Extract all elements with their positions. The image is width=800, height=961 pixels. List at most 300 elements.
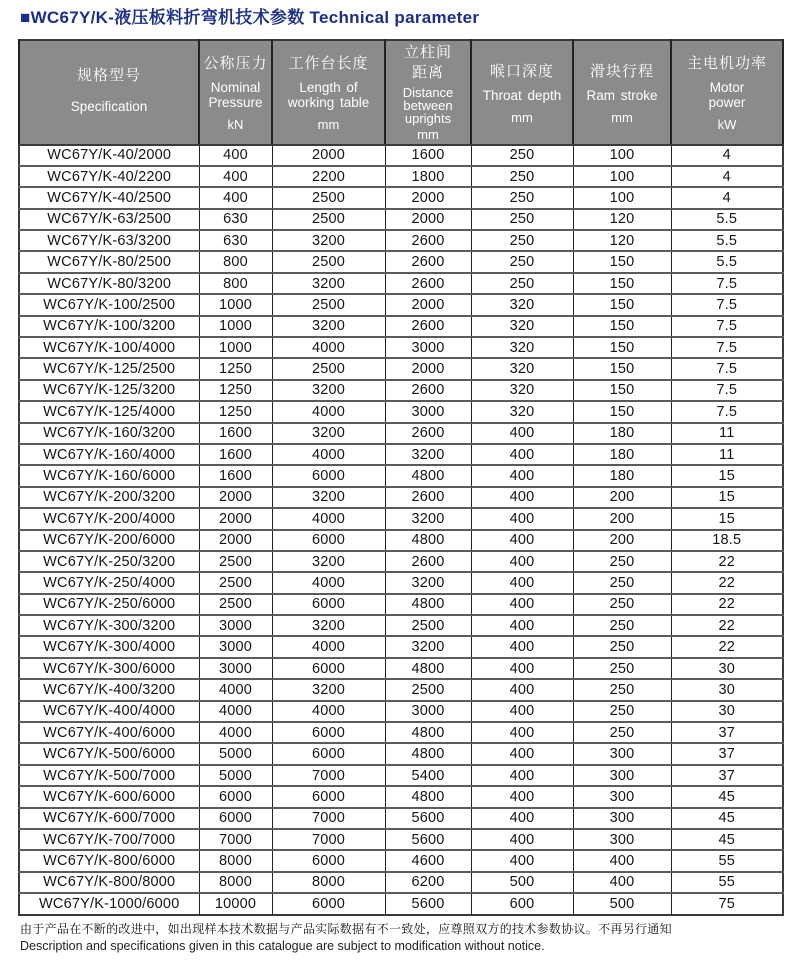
header-motor-power-unit: kW xyxy=(717,117,737,133)
value-cell: 7000 xyxy=(272,808,385,829)
value-cell: 150 xyxy=(573,337,671,358)
value-cell: 30 xyxy=(671,701,783,722)
value-cell: 4000 xyxy=(272,401,385,422)
value-cell: 6000 xyxy=(272,658,385,679)
value-cell: 500 xyxy=(471,872,573,893)
value-cell: 37 xyxy=(671,722,783,743)
value-cell: 2500 xyxy=(272,209,385,230)
value-cell: 7.5 xyxy=(671,380,783,401)
value-cell: 3200 xyxy=(272,230,385,251)
value-cell: 22 xyxy=(671,572,783,593)
value-cell: 7000 xyxy=(199,829,272,850)
value-cell: 400 xyxy=(471,487,573,508)
header-ram-stroke-unit: mm xyxy=(611,109,633,125)
value-cell: 150 xyxy=(573,251,671,272)
value-cell: 120 xyxy=(573,209,671,230)
value-cell: 400 xyxy=(471,465,573,486)
value-cell: 7.5 xyxy=(671,401,783,422)
value-cell: 250 xyxy=(471,209,573,230)
value-cell: 180 xyxy=(573,444,671,465)
header-distance-between-uprights-en: Distance between uprights xyxy=(402,84,454,126)
value-cell: 2600 xyxy=(385,273,471,294)
value-cell: 3200 xyxy=(385,636,471,657)
table-row xyxy=(19,679,783,700)
value-cell: 2600 xyxy=(385,551,471,572)
value-cell: 400 xyxy=(471,722,573,743)
value-cell: 150 xyxy=(573,380,671,401)
value-cell: 3200 xyxy=(272,551,385,572)
value-cell: 200 xyxy=(573,530,671,551)
value-cell: 3000 xyxy=(199,615,272,636)
table-row xyxy=(19,530,783,551)
value-cell: 400 xyxy=(573,872,671,893)
value-cell: 11 xyxy=(671,444,783,465)
value-cell: 150 xyxy=(573,401,671,422)
table-row xyxy=(19,423,783,444)
value-cell: 3000 xyxy=(385,701,471,722)
value-cell: 250 xyxy=(471,273,573,294)
value-cell: 400 xyxy=(471,594,573,615)
table-row xyxy=(19,872,783,893)
value-cell: 1000 xyxy=(199,337,272,358)
value-cell: 3000 xyxy=(385,401,471,422)
value-cell: 2600 xyxy=(385,423,471,444)
value-cell: 2600 xyxy=(385,230,471,251)
value-cell: 1600 xyxy=(199,423,272,444)
value-cell: 2500 xyxy=(385,679,471,700)
value-cell: 250 xyxy=(573,572,671,593)
value-cell: 4800 xyxy=(385,658,471,679)
value-cell: 4000 xyxy=(272,701,385,722)
value-cell: 250 xyxy=(573,658,671,679)
value-cell: 250 xyxy=(573,722,671,743)
header-throat-depth-unit: mm xyxy=(511,109,533,125)
spec-cell: WC67Y/K-500/6000 xyxy=(19,743,199,764)
value-cell: 6000 xyxy=(199,786,272,807)
spec-cell: WC67Y/K-600/7000 xyxy=(19,808,199,829)
table-row xyxy=(19,508,783,529)
value-cell: 400 xyxy=(471,444,573,465)
value-cell: 400 xyxy=(471,530,573,551)
value-cell: 5000 xyxy=(199,743,272,764)
value-cell: 250 xyxy=(573,615,671,636)
value-cell: 3200 xyxy=(272,615,385,636)
value-cell: 1600 xyxy=(385,145,471,166)
value-cell: 7.5 xyxy=(671,273,783,294)
value-cell: 2000 xyxy=(385,209,471,230)
value-cell: 3000 xyxy=(199,636,272,657)
value-cell: 2600 xyxy=(385,316,471,337)
table-row xyxy=(19,615,783,636)
table-row xyxy=(19,166,783,187)
value-cell: 75 xyxy=(671,893,783,914)
value-cell: 45 xyxy=(671,829,783,850)
value-cell: 4800 xyxy=(385,722,471,743)
value-cell: 6000 xyxy=(272,743,385,764)
value-cell: 4 xyxy=(671,187,783,208)
value-cell: 320 xyxy=(471,294,573,315)
spec-cell: WC67Y/K-125/2500 xyxy=(19,358,199,379)
table-row xyxy=(19,209,783,230)
value-cell: 1000 xyxy=(199,294,272,315)
value-cell: 6000 xyxy=(272,850,385,871)
value-cell: 200 xyxy=(573,487,671,508)
value-cell: 2600 xyxy=(385,251,471,272)
header-throat-depth xyxy=(471,40,573,145)
value-cell: 7000 xyxy=(272,765,385,786)
value-cell: 8000 xyxy=(199,872,272,893)
spec-cell: WC67Y/K-500/7000 xyxy=(19,765,199,786)
value-cell: 400 xyxy=(471,615,573,636)
value-cell: 300 xyxy=(573,743,671,764)
technical-parameter-table xyxy=(18,39,784,916)
value-cell: 100 xyxy=(573,166,671,187)
header-nominal-pressure-zh: 公称压力 xyxy=(203,55,268,73)
value-cell: 250 xyxy=(573,594,671,615)
value-cell: 250 xyxy=(471,251,573,272)
value-cell: 8000 xyxy=(199,850,272,871)
spec-cell: WC67Y/K-400/6000 xyxy=(19,722,199,743)
table-row xyxy=(19,401,783,422)
value-cell: 2000 xyxy=(199,508,272,529)
value-cell: 400 xyxy=(471,658,573,679)
value-cell: 400 xyxy=(199,145,272,166)
value-cell: 400 xyxy=(471,765,573,786)
value-cell: 400 xyxy=(471,572,573,593)
table-row xyxy=(19,786,783,807)
spec-cell: WC67Y/K-125/3200 xyxy=(19,380,199,401)
value-cell: 400 xyxy=(199,166,272,187)
value-cell: 4000 xyxy=(199,701,272,722)
value-cell: 630 xyxy=(199,209,272,230)
value-cell: 250 xyxy=(471,166,573,187)
header-throat-depth-zh: 喉口深度 xyxy=(489,62,554,80)
value-cell: 150 xyxy=(573,294,671,315)
value-cell: 4000 xyxy=(272,572,385,593)
value-cell: 250 xyxy=(471,230,573,251)
value-cell: 320 xyxy=(471,316,573,337)
value-cell: 2000 xyxy=(199,530,272,551)
value-cell: 400 xyxy=(573,850,671,871)
header-working-table-length xyxy=(272,40,385,145)
value-cell: 2000 xyxy=(385,358,471,379)
value-cell: 3200 xyxy=(385,508,471,529)
value-cell: 2500 xyxy=(272,251,385,272)
table-row xyxy=(19,273,783,294)
value-cell: 11 xyxy=(671,423,783,444)
header-row xyxy=(19,40,783,145)
value-cell: 150 xyxy=(573,273,671,294)
spec-cell: WC67Y/K-40/2500 xyxy=(19,187,199,208)
value-cell: 3000 xyxy=(199,658,272,679)
value-cell: 3200 xyxy=(385,572,471,593)
value-cell: 3200 xyxy=(272,423,385,444)
spec-cell: WC67Y/K-63/3200 xyxy=(19,230,199,251)
spec-cell: WC67Y/K-40/2000 xyxy=(19,145,199,166)
header-nominal-pressure xyxy=(199,40,272,145)
value-cell: 2200 xyxy=(272,166,385,187)
value-cell: 55 xyxy=(671,850,783,871)
value-cell: 5400 xyxy=(385,765,471,786)
value-cell: 250 xyxy=(573,701,671,722)
spec-cell: WC67Y/K-100/4000 xyxy=(19,337,199,358)
value-cell: 800 xyxy=(199,273,272,294)
spec-cell: WC67Y/K-100/3200 xyxy=(19,316,199,337)
value-cell: 1000 xyxy=(199,316,272,337)
footer-note xyxy=(20,921,782,955)
value-cell: 400 xyxy=(471,743,573,764)
value-cell: 400 xyxy=(199,187,272,208)
table-row xyxy=(19,722,783,743)
spec-cell: WC67Y/K-1000/6000 xyxy=(19,893,199,914)
value-cell: 2500 xyxy=(199,594,272,615)
table-body xyxy=(19,145,783,915)
value-cell: 4000 xyxy=(272,337,385,358)
value-cell: 15 xyxy=(671,508,783,529)
value-cell: 3000 xyxy=(385,337,471,358)
value-cell: 6000 xyxy=(272,530,385,551)
value-cell: 200 xyxy=(573,508,671,529)
value-cell: 1250 xyxy=(199,380,272,401)
table-row xyxy=(19,765,783,786)
value-cell: 250 xyxy=(573,551,671,572)
spec-cell: WC67Y/K-80/3200 xyxy=(19,273,199,294)
value-cell: 45 xyxy=(671,786,783,807)
header-nominal-pressure-en: Nominal Pressure xyxy=(208,80,263,111)
value-cell: 4800 xyxy=(385,465,471,486)
value-cell: 15 xyxy=(671,487,783,508)
value-cell: 22 xyxy=(671,551,783,572)
value-cell: 100 xyxy=(573,187,671,208)
value-cell: 4800 xyxy=(385,786,471,807)
header-nominal-pressure-unit: kN xyxy=(227,117,244,133)
value-cell: 120 xyxy=(573,230,671,251)
spec-cell: WC67Y/K-700/7000 xyxy=(19,829,199,850)
value-cell: 400 xyxy=(471,423,573,444)
header-working-table-length-en: Length of working table xyxy=(287,80,370,111)
value-cell: 400 xyxy=(471,508,573,529)
value-cell: 3200 xyxy=(385,444,471,465)
value-cell: 2000 xyxy=(272,145,385,166)
value-cell: 320 xyxy=(471,358,573,379)
page-title: ■WC67Y/K-液压板料折弯机技术参数 Technical parameter xyxy=(20,8,480,27)
footer-note-zh: 由于产品在不断的改进中，如出现样本技术数据与产品实际数据有不一致处，应尊照双方的技术参数协议。不再另行通知 xyxy=(20,921,672,936)
header-motor-power xyxy=(671,40,783,145)
table-row xyxy=(19,487,783,508)
table-row xyxy=(19,294,783,315)
value-cell: 2500 xyxy=(272,294,385,315)
value-cell: 4 xyxy=(671,145,783,166)
spec-cell: WC67Y/K-250/3200 xyxy=(19,551,199,572)
value-cell: 6000 xyxy=(272,465,385,486)
spec-cell: WC67Y/K-80/2500 xyxy=(19,251,199,272)
spec-cell: WC67Y/K-250/6000 xyxy=(19,594,199,615)
value-cell: 4800 xyxy=(385,530,471,551)
table-row xyxy=(19,829,783,850)
table-row xyxy=(19,808,783,829)
value-cell: 6000 xyxy=(199,808,272,829)
value-cell: 7.5 xyxy=(671,316,783,337)
value-cell: 600 xyxy=(471,893,573,914)
value-cell: 400 xyxy=(471,850,573,871)
value-cell: 45 xyxy=(671,808,783,829)
value-cell: 2000 xyxy=(199,487,272,508)
value-cell: 180 xyxy=(573,465,671,486)
value-cell: 630 xyxy=(199,230,272,251)
value-cell: 300 xyxy=(573,786,671,807)
header-motor-power-zh: 主电机功率 xyxy=(686,55,767,73)
table-row xyxy=(19,594,783,615)
spec-cell: WC67Y/K-200/4000 xyxy=(19,508,199,529)
table-row xyxy=(19,850,783,871)
table-row xyxy=(19,251,783,272)
value-cell: 4800 xyxy=(385,594,471,615)
table-row xyxy=(19,658,783,679)
spec-cell: WC67Y/K-400/4000 xyxy=(19,701,199,722)
value-cell: 1800 xyxy=(385,166,471,187)
value-cell: 1600 xyxy=(199,444,272,465)
value-cell: 6000 xyxy=(272,786,385,807)
value-cell: 4000 xyxy=(272,636,385,657)
value-cell: 5600 xyxy=(385,829,471,850)
value-cell: 5000 xyxy=(199,765,272,786)
value-cell: 3200 xyxy=(272,273,385,294)
value-cell: 4 xyxy=(671,166,783,187)
header-motor-power-en: Motor power xyxy=(708,80,746,111)
value-cell: 400 xyxy=(471,786,573,807)
header-throat-depth-en: Throat depth xyxy=(482,87,562,103)
value-cell: 6000 xyxy=(272,722,385,743)
value-cell: 22 xyxy=(671,594,783,615)
value-cell: 5600 xyxy=(385,808,471,829)
spec-cell: WC67Y/K-63/2500 xyxy=(19,209,199,230)
value-cell: 2500 xyxy=(272,187,385,208)
header-distance-between-uprights xyxy=(385,40,471,145)
value-cell: 7.5 xyxy=(671,358,783,379)
table-row xyxy=(19,701,783,722)
value-cell: 3200 xyxy=(272,380,385,401)
value-cell: 250 xyxy=(573,679,671,700)
value-cell: 1250 xyxy=(199,358,272,379)
value-cell: 30 xyxy=(671,679,783,700)
value-cell: 6000 xyxy=(272,893,385,914)
table-row xyxy=(19,358,783,379)
table-row xyxy=(19,187,783,208)
value-cell: 4800 xyxy=(385,743,471,764)
spec-cell: WC67Y/K-800/8000 xyxy=(19,872,199,893)
value-cell: 5600 xyxy=(385,893,471,914)
table-row xyxy=(19,465,783,486)
spec-cell: WC67Y/K-200/6000 xyxy=(19,530,199,551)
table-row xyxy=(19,337,783,358)
value-cell: 4000 xyxy=(199,679,272,700)
value-cell: 1250 xyxy=(199,401,272,422)
header-working-table-length-zh: 工作台长度 xyxy=(288,55,369,73)
table-row xyxy=(19,380,783,401)
value-cell: 2000 xyxy=(385,294,471,315)
spec-cell: WC67Y/K-600/6000 xyxy=(19,786,199,807)
spec-cell: WC67Y/K-40/2200 xyxy=(19,166,199,187)
spec-cell: WC67Y/K-100/2500 xyxy=(19,294,199,315)
header-ram-stroke-zh: 滑块行程 xyxy=(589,62,654,80)
table-row xyxy=(19,893,783,914)
value-cell: 400 xyxy=(471,679,573,700)
value-cell: 300 xyxy=(573,765,671,786)
value-cell: 180 xyxy=(573,423,671,444)
value-cell: 55 xyxy=(671,872,783,893)
value-cell: 22 xyxy=(671,615,783,636)
value-cell: 320 xyxy=(471,401,573,422)
header-specification-zh: 规格型号 xyxy=(76,66,141,84)
spec-cell: WC67Y/K-200/3200 xyxy=(19,487,199,508)
spec-cell: WC67Y/K-300/6000 xyxy=(19,658,199,679)
table-row xyxy=(19,743,783,764)
value-cell: 8000 xyxy=(272,872,385,893)
value-cell: 3200 xyxy=(272,316,385,337)
header-ram-stroke xyxy=(573,40,671,145)
value-cell: 3200 xyxy=(272,679,385,700)
value-cell: 250 xyxy=(573,636,671,657)
value-cell: 4600 xyxy=(385,850,471,871)
table-row xyxy=(19,551,783,572)
value-cell: 7.5 xyxy=(671,294,783,315)
header-ram-stroke-en: Ram stroke xyxy=(586,87,658,103)
value-cell: 400 xyxy=(471,808,573,829)
value-cell: 2500 xyxy=(199,572,272,593)
value-cell: 15 xyxy=(671,465,783,486)
value-cell: 320 xyxy=(471,337,573,358)
spec-cell: WC67Y/K-800/6000 xyxy=(19,850,199,871)
value-cell: 37 xyxy=(671,765,783,786)
value-cell: 5.5 xyxy=(671,230,783,251)
spec-cell: WC67Y/K-160/3200 xyxy=(19,423,199,444)
value-cell: 3200 xyxy=(272,487,385,508)
value-cell: 4000 xyxy=(272,508,385,529)
value-cell: 150 xyxy=(573,316,671,337)
value-cell: 150 xyxy=(573,358,671,379)
table-row xyxy=(19,145,783,166)
table-row xyxy=(19,316,783,337)
value-cell: 1600 xyxy=(199,465,272,486)
value-cell: 4000 xyxy=(272,444,385,465)
spec-cell: WC67Y/K-250/4000 xyxy=(19,572,199,593)
value-cell: 6200 xyxy=(385,872,471,893)
value-cell: 2000 xyxy=(385,187,471,208)
value-cell: 7000 xyxy=(272,829,385,850)
value-cell: 400 xyxy=(471,829,573,850)
spec-cell: WC67Y/K-125/4000 xyxy=(19,401,199,422)
spec-cell: WC67Y/K-300/4000 xyxy=(19,636,199,657)
header-working-table-length-unit: mm xyxy=(317,117,340,133)
value-cell: 30 xyxy=(671,658,783,679)
value-cell: 2500 xyxy=(272,358,385,379)
value-cell: 300 xyxy=(573,829,671,850)
value-cell: 5.5 xyxy=(671,251,783,272)
value-cell: 250 xyxy=(471,187,573,208)
value-cell: 37 xyxy=(671,743,783,764)
header-distance-between-uprights-unit: mm xyxy=(417,126,439,142)
table-row xyxy=(19,636,783,657)
value-cell: 320 xyxy=(471,380,573,401)
value-cell: 2600 xyxy=(385,380,471,401)
footer-note-en: Description and specifications given in this catalogue are subject to modification without notice. xyxy=(20,938,545,953)
value-cell: 4000 xyxy=(199,722,272,743)
header-distance-between-uprights-zh: 立柱间距离 xyxy=(403,44,452,82)
value-cell: 6000 xyxy=(272,594,385,615)
value-cell: 100 xyxy=(573,145,671,166)
header-specification xyxy=(19,40,199,145)
spec-cell: WC67Y/K-400/3200 xyxy=(19,679,199,700)
